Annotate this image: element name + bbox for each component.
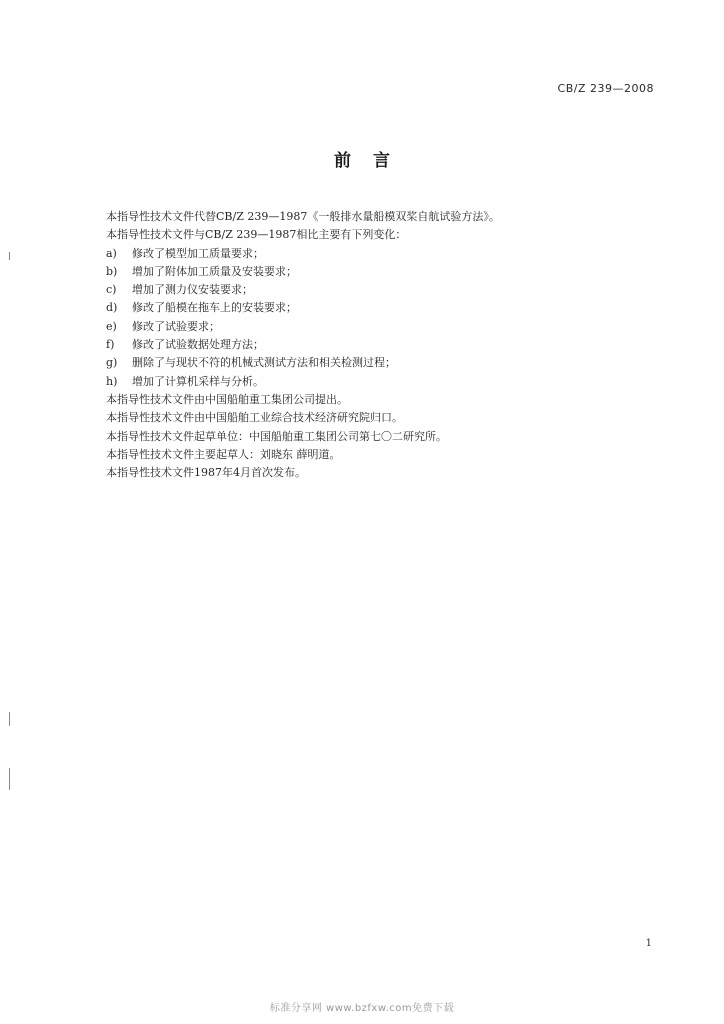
standard-code: CB/Z 239—2008: [557, 82, 654, 95]
list-item-text: 修改了试验数据处理方法；: [132, 338, 264, 352]
watermark-text: 标准分享网 www.bzfxw.com免费下载: [269, 1003, 455, 1014]
list-item: [106, 318, 626, 336]
list-item-text: 增加了附体加工质量及安装要求；: [132, 264, 297, 278]
changes-list: [106, 245, 626, 391]
list-marker: b): [106, 264, 118, 278]
intro-paragraph: 本指导性技术文件代替CB/Z 239—1987《一般排水量船模双桨自航试验方法》。: [106, 210, 500, 223]
list-item: [106, 263, 626, 281]
list-item: [106, 373, 626, 391]
intro-paragraph: 本指导性技术文件与CB/Z 239—1987相比主要有下列变化：: [106, 228, 407, 242]
list-item-text: 修改了船模在拖车上的安装要求；: [132, 301, 297, 315]
page-title: 前言: [334, 151, 412, 171]
closing-paragraph: 本指导性技术文件起草单位：中国船舶重工集团公司第七〇二研究所。: [106, 429, 447, 443]
list-marker: h): [106, 374, 118, 388]
closing-paragraph: 本指导性技术文件由中国船舶工业综合技术经济研究院归口。: [106, 411, 403, 425]
list-marker: c): [106, 283, 117, 297]
list-item: [106, 245, 626, 263]
scan-artifact-mark: [9, 252, 10, 260]
page-number: 1: [645, 938, 652, 949]
list-item-text: 修改了模型加工质量要求；: [132, 246, 264, 260]
list-item: [106, 354, 626, 372]
scan-artifact-mark: [9, 768, 10, 790]
list-item-text: 删除了与现状不符的机械式测试方法和相关检测过程；: [132, 356, 396, 370]
list-marker: e): [106, 319, 117, 333]
list-item-text: 修改了试验要求；: [132, 319, 220, 333]
list-marker: d): [106, 301, 118, 315]
scan-artifact-mark: [9, 712, 10, 726]
list-marker: a): [106, 246, 117, 260]
list-item-text: 增加了测力仪安装要求；: [132, 283, 253, 297]
list-marker: g): [106, 356, 118, 370]
list-item: [106, 336, 626, 354]
closing-paragraph: 本指导性技术文件由中国船舶重工集团公司提出。: [106, 392, 348, 406]
closing-paragraph: 本指导性技术文件主要起草人：刘晓东 薛明道。: [106, 447, 341, 461]
closing-paragraph: 本指导性技术文件1987年4月首次发布。: [106, 466, 306, 480]
list-marker: f): [106, 338, 115, 352]
list-item: [106, 281, 626, 299]
list-item: [106, 299, 626, 317]
list-item-text: 增加了计算机采样与分析。: [132, 374, 264, 388]
foreword-body: [106, 208, 626, 482]
